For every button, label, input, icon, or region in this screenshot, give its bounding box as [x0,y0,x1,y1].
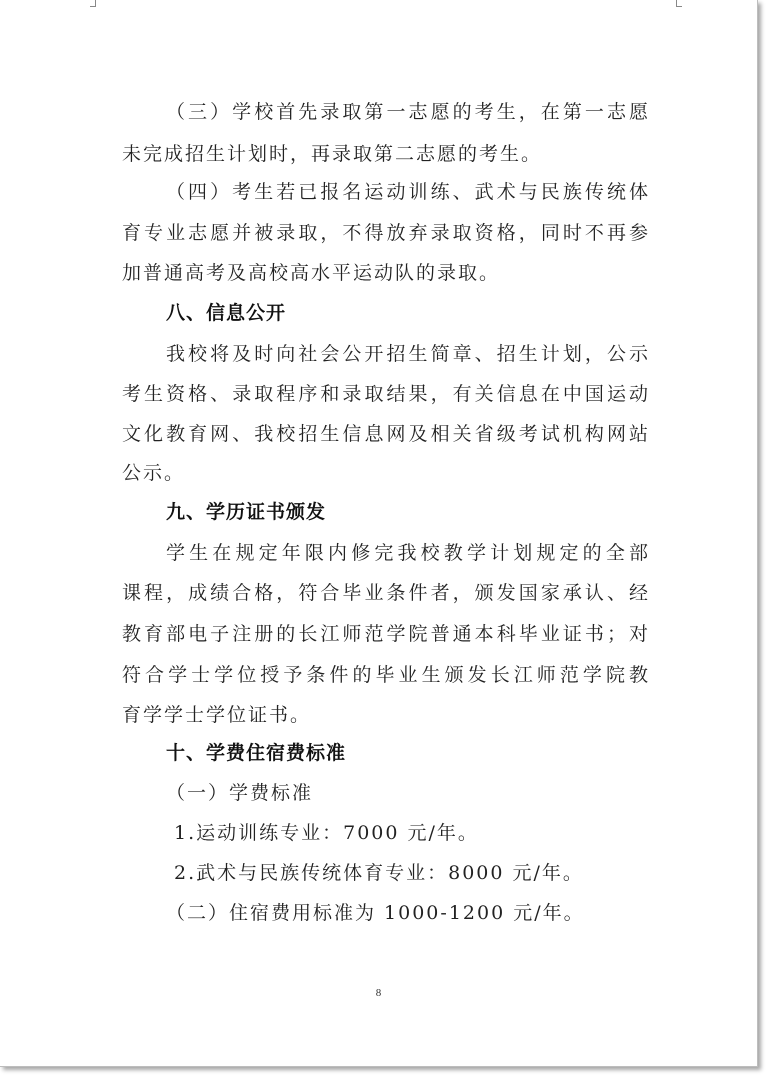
paragraph-line: 考生资格、录取程序和录取结果，有关信息在中国运动 [122,383,650,405]
paragraph-line: 课程，成绩合格，符合毕业条件者，颁发国家承认、经 [122,582,650,604]
list-item: 1.运动训练专业：7000 元/年。 [174,822,479,844]
paragraph-line: 符合学士学位授予条件的毕业生颁发长江师范学院教 [122,664,650,686]
paragraph-line: 育学学士学位证书。 [122,704,312,726]
section-heading: 八、信息公开 [166,302,287,324]
section-heading: 十、学费住宿费标准 [166,742,347,764]
paragraph-line: 育专业志愿并被录取，不得放弃录取资格，同时不再参 [122,222,650,244]
section-heading: 九、学历证书颁发 [166,501,327,523]
crop-mark [90,6,96,7]
list-item: 2.武术与民族传统体育专业：8000 元/年。 [174,862,584,884]
paragraph-line: （二）住宿费用标准为 1000-1200 元/年。 [166,902,585,924]
paragraph-line: 教育部电子注册的长江师范学院普通本科毕业证书；对 [122,623,650,645]
crop-mark [676,6,682,7]
subsection-heading: （一）学费标准 [166,782,314,804]
paragraph-line: 我校将及时向社会公开招生简章、招生计划，公示 [166,343,650,365]
page-number: 8 [375,987,382,999]
paragraph-line: 未完成招生计划时，再录取第二志愿的考生。 [122,143,543,165]
paragraph-line: 文化教育网、我校招生信息网及相关省级考试机构网站 [122,423,650,445]
paragraph-line: 学生在规定年限内修完我校教学计划规定的全部 [166,542,650,564]
paragraph-line: 公示。 [122,462,186,484]
paragraph-line: 加普通高考及高校高水平运动队的录取。 [122,262,501,284]
paragraph-line: （四）考生若已报名运动训练、武术与民族传统体 [166,181,650,203]
paragraph-line: （三）学校首先录取第一志愿的考生，在第一志愿 [166,101,650,123]
